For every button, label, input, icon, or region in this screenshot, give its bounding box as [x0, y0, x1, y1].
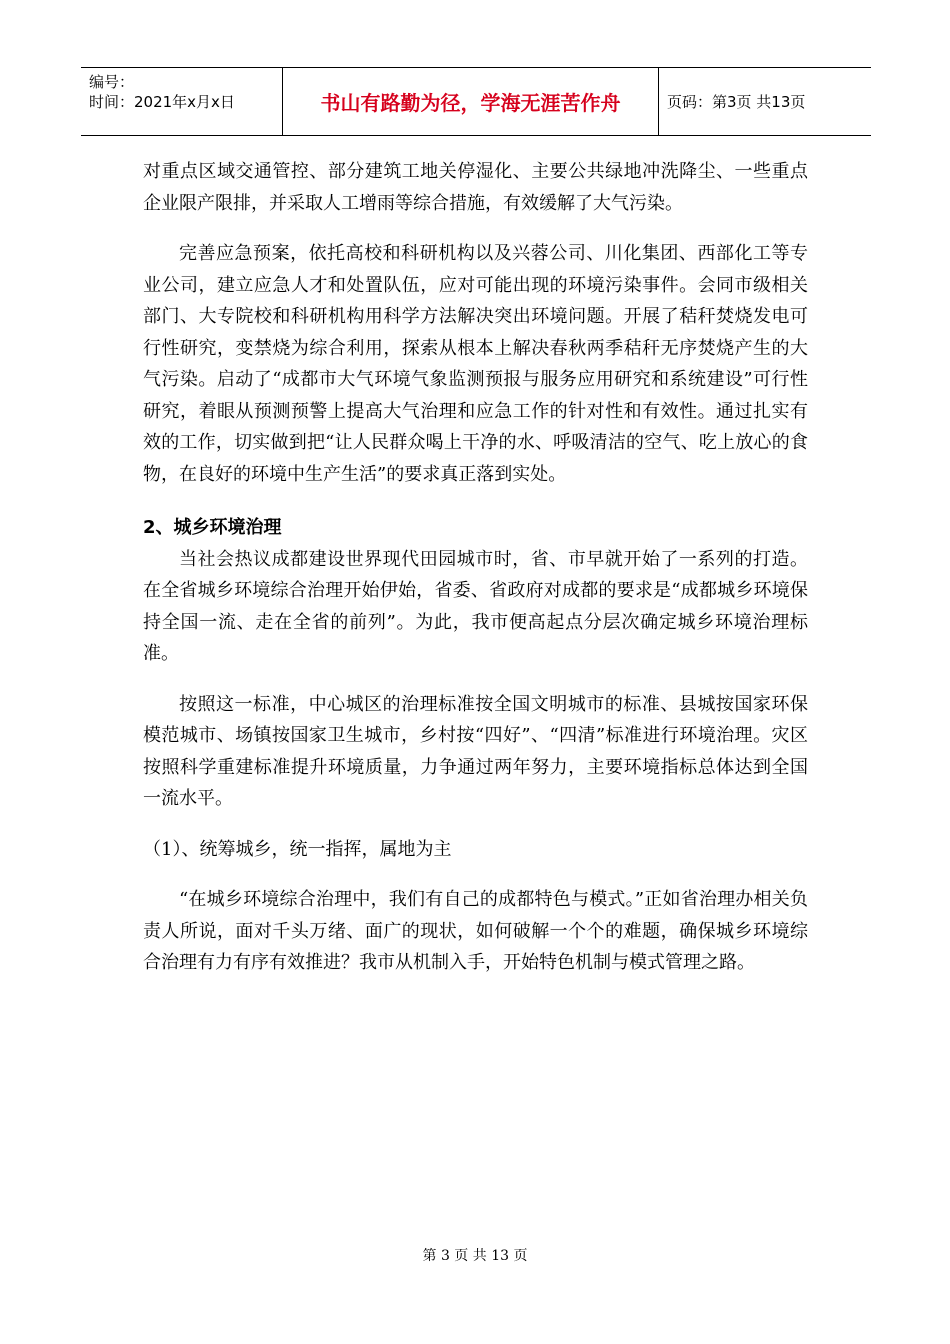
subsection-heading: （1）、统筹城乡，统一指挥，属地为主	[143, 838, 452, 860]
document-body	[143, 156, 808, 979]
paragraph: 对重点区域交通管控、部分建筑工地关停湿化、主要公共绿地冲洗降尘、一些重点企业限产限排，并采取人工增雨等综合措施，有效缓解了大气污染。	[143, 161, 808, 214]
paragraph: 按照这一标准，中心城区的治理标准按全国文明城市的标准、县城按国家环保模范城市、场镇按国家卫生城市，乡村按“四好”、“四清”标准进行环境治理。灾区按照科学重建标准提升环境质量，力争通过两年努力，主要环境指标总体达到全国一流水平。	[143, 693, 808, 809]
time-label: 时间：2021年x月x日	[89, 93, 235, 111]
paragraph: 完善应急预案，依托高校和科研机构以及兴蓉公司、川化集团、西部化工等专业公司，建立应急人才和处置队伍，应对可能出现的环境污染事件。会同市级相关部门、大专院校和科研机构用科学方法解决突出环境问题。开展了秸秆焚烧发电可行性研究，变禁烧为综合利用，探索从根本上解决春秋两季秸秆无序焚烧产生的大气污染。启动了“成都市大气环境气象监测预报与服务应用研究和系统建设”可行性研究，着眼从预测预警上提高大气治理和应急工作的针对性和有效性。通过扎实有效的工作，切实做到把“让人民群众喝上干净的水、呼吸清洁的空气、吃上放心的食物，在良好的环境中生产生活”的要求真正落到实处。	[143, 243, 808, 485]
header-motto: 书山有路勤为径，学海无涯苦作舟	[283, 68, 659, 135]
section-heading: 2、城乡环境治理	[143, 517, 282, 538]
page-header	[81, 67, 871, 136]
header-meta	[81, 68, 283, 135]
paragraph: “在城乡环境综合治理中，我们有自己的成都特色与模式。”正如省治理办相关负责人所说，面对千头万绪、面广的现状，如何破解一个个的难题，确保城乡环境综合治理有力有序有效推进？我市从机制入手，开始特色机制与模式管理之路。	[143, 889, 808, 973]
number-label: 编号：	[89, 73, 135, 91]
page-footer: 第 3 页 共 13 页	[422, 1248, 528, 1264]
header-page-label: 页码：第3页 共13页	[667, 93, 806, 111]
paragraph: 当社会热议成都建设世界现代田园城市时，省、市早就开始了一系列的打造。在全省城乡环境综合治理开始伊始，省委、省政府对成都的要求是“成都城乡环境保持全国一流、走在全省的前列”。为此，我市便高起点分层次确定城乡环境治理标准。	[143, 548, 808, 664]
